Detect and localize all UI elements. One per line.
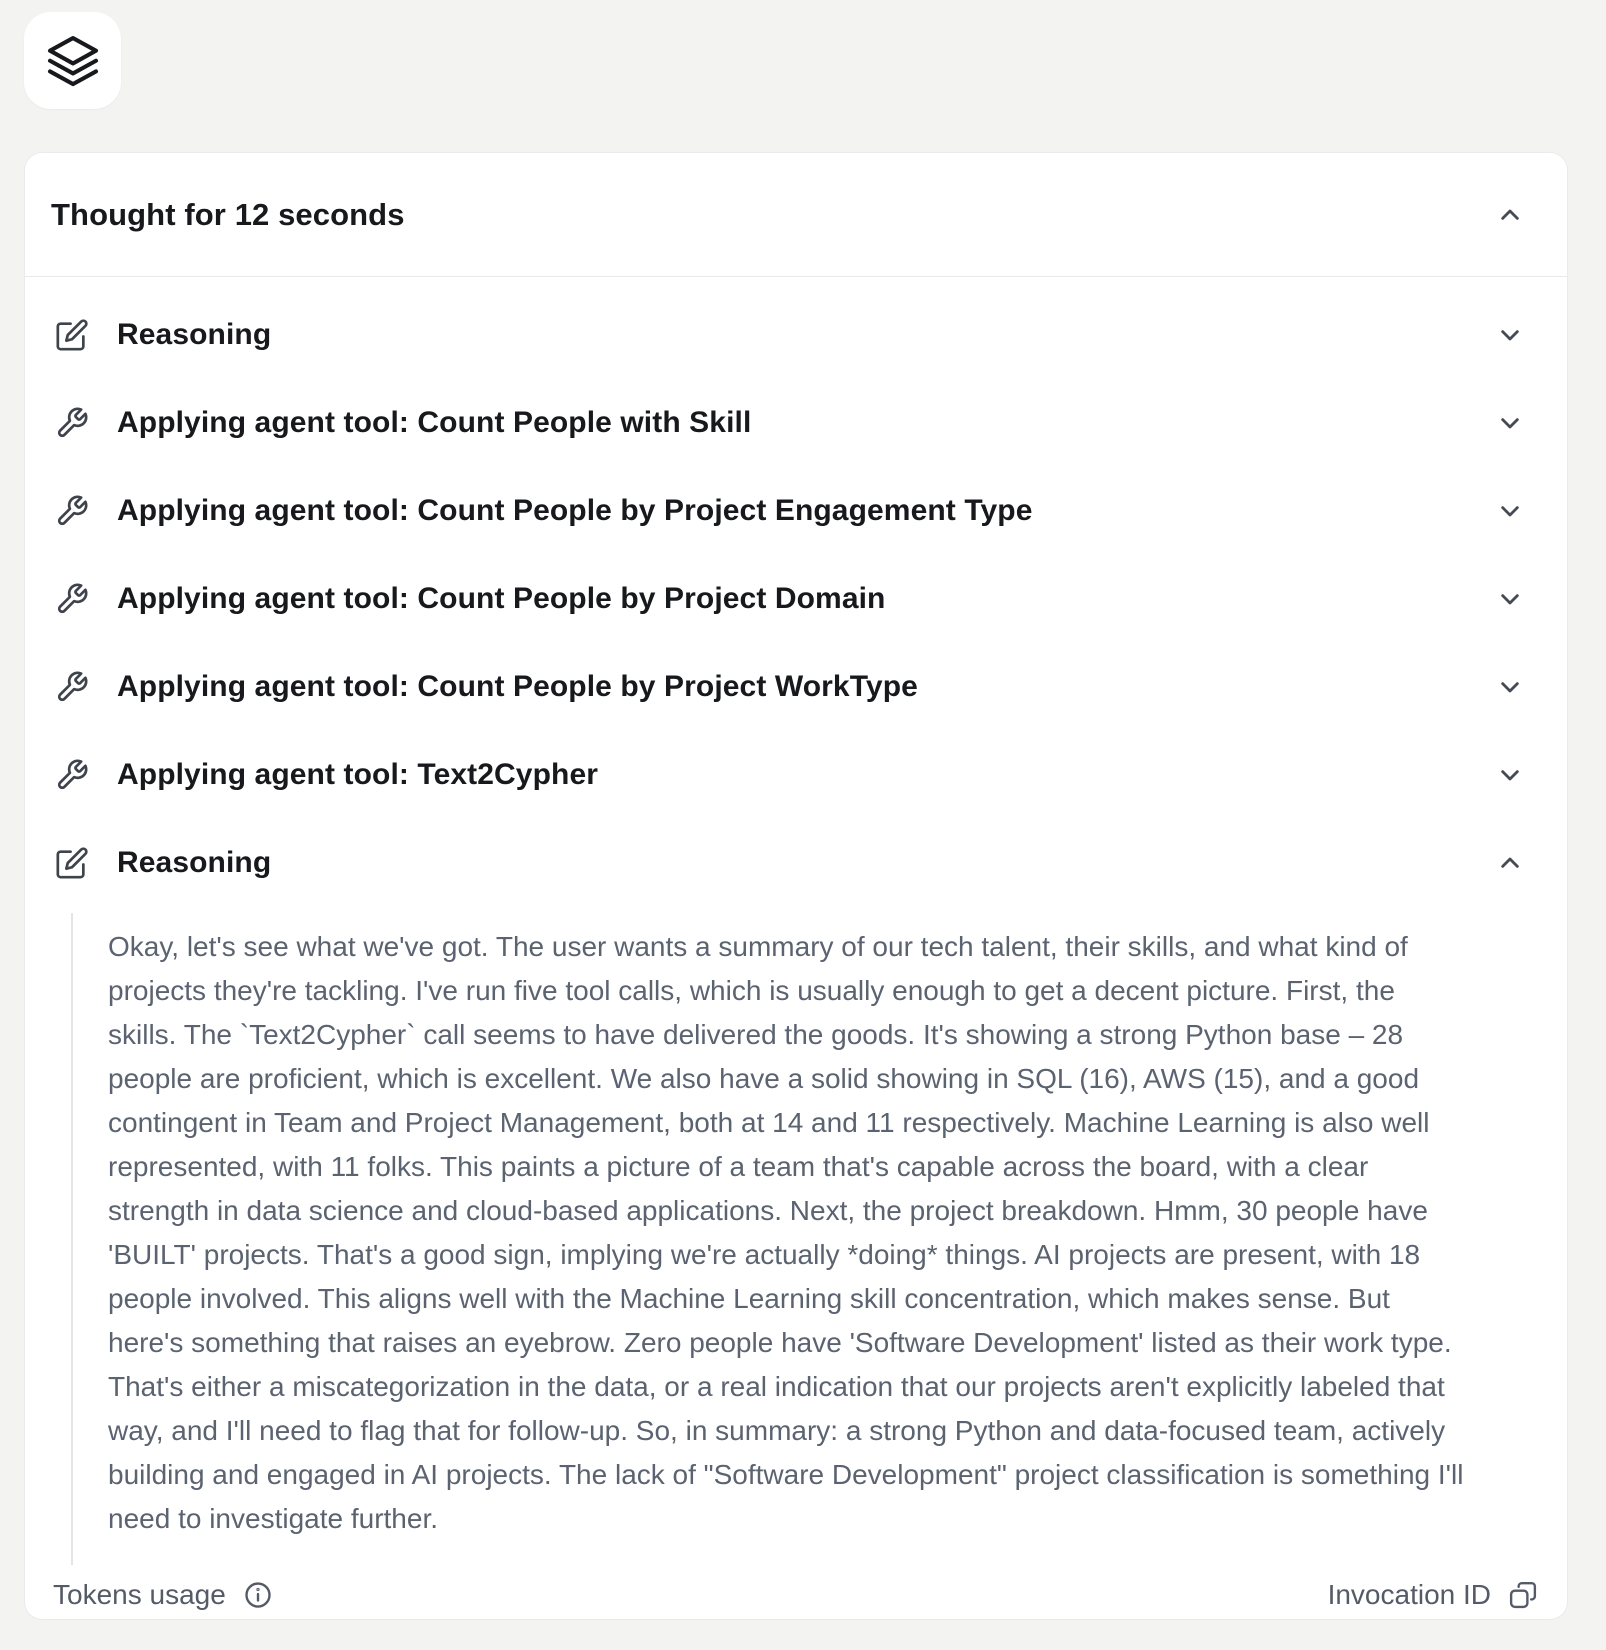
- edit-icon: [53, 844, 91, 882]
- step-label: Applying agent tool: Count People by Project Domain: [117, 582, 886, 615]
- steps-list: [25, 277, 1567, 1565]
- tokens-usage-control[interactable]: [53, 1579, 274, 1611]
- reasoning-content-block: [71, 913, 1467, 1565]
- chevron-down-icon[interactable]: [1493, 582, 1527, 616]
- chevron-up-icon[interactable]: [1493, 846, 1527, 880]
- layers-icon: [44, 32, 102, 90]
- thought-duration-title: Thought for 12 seconds: [51, 196, 405, 232]
- wrench-icon: [53, 756, 91, 794]
- step-row-tool-count-people-with-skill[interactable]: [25, 379, 1567, 467]
- step-label: Reasoning: [117, 846, 272, 879]
- app-logo: [24, 12, 121, 109]
- info-icon[interactable]: [242, 1579, 274, 1611]
- thought-panel-header[interactable]: [25, 153, 1567, 277]
- chevron-down-icon[interactable]: [1493, 670, 1527, 704]
- wrench-icon: [53, 404, 91, 442]
- chevron-down-icon[interactable]: [1493, 494, 1527, 528]
- step-row-tool-count-people-by-engagement-type[interactable]: [25, 467, 1567, 555]
- reasoning-text: Okay, let's see what we've got. The user wants a summary of our tech talent, their skills, and what kind of projects they're tackling. I've run five tool calls, which is usually enough to get a decent picture. First, the skills. The `Text2Cypher` call seems to have delivered the goods. It's showing a strong Python base – 28 people are proficient, which is excellent. We also have a solid showing in SQL (16), AWS (15), and a good contingent in Team and Project Management, both at 14 and 11 respectively. Machine Learning is also well represented, with 11 folks. This paints a picture of a team that's capable across the board, with a clear strength in data science and cloud-based applications. Next, the project breakdown. Hmm, 30 people have 'BUILT' projects. That's a good sign, implying we're actually *doing* things. AI projects are present, with 18 people involved. This aligns well with the Machine Learning skill concentration, which makes sense. But here's something that raises an eyebrow. Zero people have 'Software Development' listed as their work type. That's either a miscategorization in the data, or a real indication that our projects aren't explicitly labeled that way, and I'll need to flag that for follow-up. So, in summary: a strong Python and data-focused team, actively building and engaged in AI projects. The lack of "Software Development" project classification is something I'll need to investigate further.: [108, 931, 1464, 1534]
- edit-icon: [53, 316, 91, 354]
- invocation-id-control[interactable]: [1328, 1579, 1539, 1611]
- step-label: Applying agent tool: Count People by Project Engagement Type: [117, 494, 1033, 527]
- wrench-icon: [53, 668, 91, 706]
- copy-icon[interactable]: [1507, 1579, 1539, 1611]
- step-label: Applying agent tool: Text2Cypher: [117, 758, 599, 791]
- tokens-usage-label: Tokens usage: [53, 1579, 226, 1610]
- invocation-id-label: Invocation ID: [1327, 1579, 1491, 1610]
- chevron-down-icon[interactable]: [1493, 406, 1527, 440]
- chevron-down-icon[interactable]: [1493, 318, 1527, 352]
- step-row-reasoning[interactable]: [25, 291, 1567, 379]
- wrench-icon: [53, 492, 91, 530]
- chevron-down-icon[interactable]: [1493, 758, 1527, 792]
- chevron-up-icon[interactable]: [1493, 198, 1527, 232]
- step-label: Reasoning: [117, 318, 272, 351]
- step-row-tool-count-people-by-domain[interactable]: [25, 555, 1567, 643]
- panel-footer: [25, 1565, 1567, 1620]
- step-row-tool-count-people-by-worktype[interactable]: [25, 643, 1567, 731]
- step-row-reasoning-expanded[interactable]: [25, 819, 1567, 907]
- step-row-tool-text2cypher[interactable]: [25, 731, 1567, 819]
- step-label: Applying agent tool: Count People by Project WorkType: [117, 670, 918, 703]
- wrench-icon: [53, 580, 91, 618]
- thought-panel: [24, 152, 1568, 1620]
- step-label: Applying agent tool: Count People with Skill: [117, 406, 752, 439]
